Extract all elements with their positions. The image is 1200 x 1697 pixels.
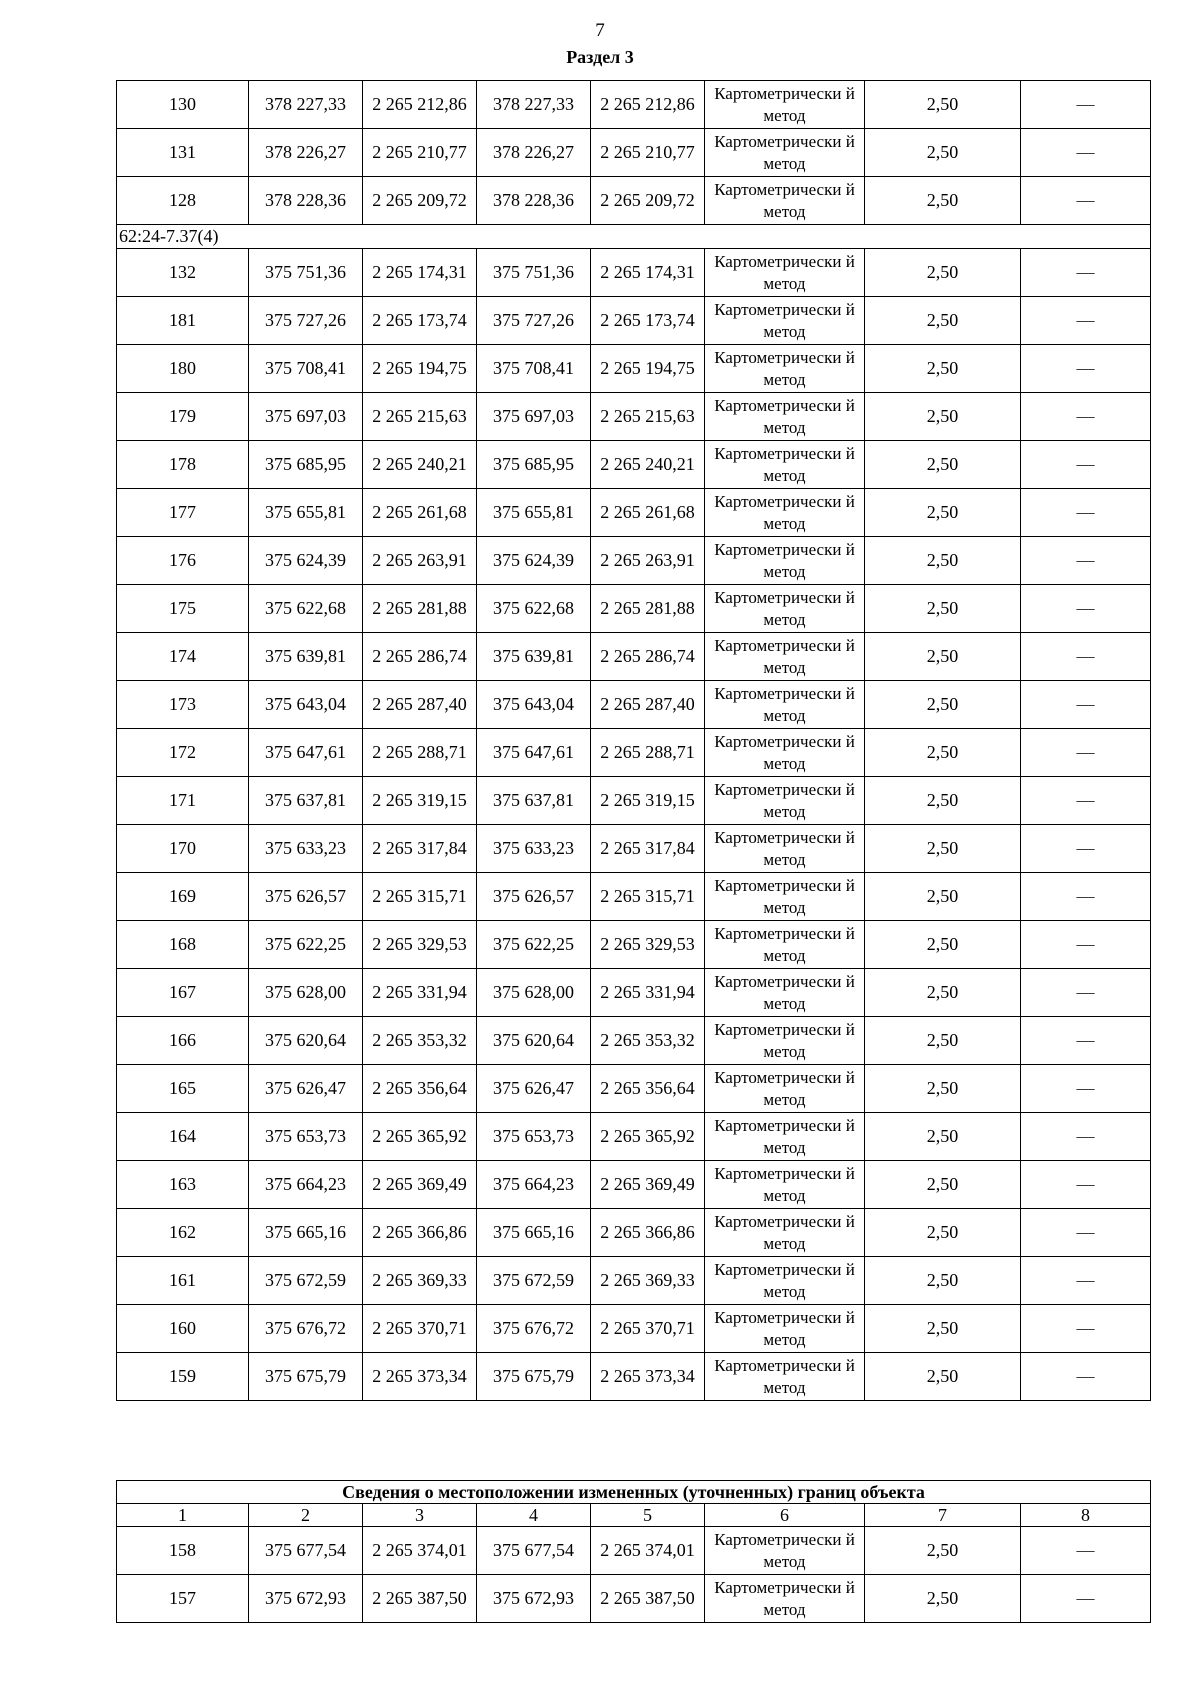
accuracy-cell: 2,50 [865, 585, 1021, 633]
note-cell: — [1021, 1209, 1151, 1257]
x-coordinate: 375 727,26 [249, 297, 363, 345]
x-coordinate-new: 375 676,72 [477, 1305, 591, 1353]
y-coordinate-new: 2 265 366,86 [591, 1209, 705, 1257]
x-coordinate: 375 633,23 [249, 825, 363, 873]
table-row [117, 1209, 1151, 1257]
section-title: Раздел 3 [566, 47, 634, 67]
y-coordinate-new: 2 265 317,84 [591, 825, 705, 873]
note-cell: — [1021, 345, 1151, 393]
table-row [117, 393, 1151, 441]
note-cell: — [1021, 921, 1151, 969]
note-cell: — [1021, 1575, 1151, 1623]
point-number: 131 [117, 129, 249, 177]
x-coordinate-new: 375 653,73 [477, 1113, 591, 1161]
y-coordinate: 2 265 319,15 [363, 777, 477, 825]
method-cell: Картометрически й метод [705, 345, 865, 393]
x-coordinate: 375 639,81 [249, 633, 363, 681]
note-cell: — [1021, 825, 1151, 873]
x-coordinate-new: 378 228,36 [477, 177, 591, 225]
note-cell: — [1021, 1257, 1151, 1305]
x-coordinate: 375 637,81 [249, 777, 363, 825]
method-cell: Картометрически й метод [705, 129, 865, 177]
y-coordinate: 2 265 356,64 [363, 1065, 477, 1113]
note-cell: — [1021, 1113, 1151, 1161]
table-caption: Сведения о местоположении измененных (уточненных) границ объекта [117, 1481, 1151, 1504]
y-coordinate-new: 2 265 374,01 [591, 1527, 705, 1575]
point-number: 173 [117, 681, 249, 729]
x-coordinate: 375 685,95 [249, 441, 363, 489]
x-coordinate: 378 227,33 [249, 81, 363, 129]
y-coordinate-new: 2 265 288,71 [591, 729, 705, 777]
point-number: 166 [117, 1017, 249, 1065]
accuracy-cell: 2,50 [865, 1353, 1021, 1401]
note-cell: — [1021, 489, 1151, 537]
method-cell: Картометрически й метод [705, 1527, 865, 1575]
y-coordinate-new: 2 265 210,77 [591, 129, 705, 177]
accuracy-cell: 2,50 [865, 1209, 1021, 1257]
y-coordinate: 2 265 288,71 [363, 729, 477, 777]
x-coordinate: 375 626,47 [249, 1065, 363, 1113]
y-coordinate: 2 265 212,86 [363, 81, 477, 129]
point-number: 162 [117, 1209, 249, 1257]
accuracy-cell: 2,50 [865, 921, 1021, 969]
column-number: 4 [477, 1504, 591, 1527]
method-cell: Картометрически й метод [705, 873, 865, 921]
x-coordinate-new: 375 624,39 [477, 537, 591, 585]
accuracy-cell: 2,50 [865, 825, 1021, 873]
column-number: 7 [865, 1504, 1021, 1527]
method-cell: Картометрически й метод [705, 1065, 865, 1113]
point-number: 164 [117, 1113, 249, 1161]
x-coordinate: 375 672,59 [249, 1257, 363, 1305]
table-row [117, 1353, 1151, 1401]
y-coordinate-new: 2 265 373,34 [591, 1353, 705, 1401]
column-number: 3 [363, 1504, 477, 1527]
method-cell: Картометрически й метод [705, 1305, 865, 1353]
accuracy-cell: 2,50 [865, 777, 1021, 825]
note-cell: — [1021, 681, 1151, 729]
table-row [117, 1305, 1151, 1353]
note-cell: — [1021, 633, 1151, 681]
method-cell: Картометрически й метод [705, 1257, 865, 1305]
note-cell: — [1021, 585, 1151, 633]
table-row [117, 1017, 1151, 1065]
y-coordinate-new: 2 265 387,50 [591, 1575, 705, 1623]
column-number: 2 [249, 1504, 363, 1527]
x-coordinate: 375 622,25 [249, 921, 363, 969]
x-coordinate: 375 620,64 [249, 1017, 363, 1065]
x-coordinate: 375 677,54 [249, 1527, 363, 1575]
x-coordinate: 375 626,57 [249, 873, 363, 921]
x-coordinate: 375 628,00 [249, 969, 363, 1017]
accuracy-cell: 2,50 [865, 489, 1021, 537]
method-cell: Картометрически й метод [705, 777, 865, 825]
y-coordinate: 2 265 281,88 [363, 585, 477, 633]
point-number: 180 [117, 345, 249, 393]
y-coordinate: 2 265 331,94 [363, 969, 477, 1017]
x-coordinate: 375 622,68 [249, 585, 363, 633]
point-number: 163 [117, 1161, 249, 1209]
note-cell: — [1021, 1527, 1151, 1575]
method-cell: Картометрически й метод [705, 1575, 865, 1623]
y-coordinate-new: 2 265 261,68 [591, 489, 705, 537]
x-coordinate-new: 375 677,54 [477, 1527, 591, 1575]
method-cell: Картометрически й метод [705, 1209, 865, 1257]
point-number: 132 [117, 249, 249, 297]
note-cell: — [1021, 969, 1151, 1017]
column-numbers-row [117, 1504, 1151, 1527]
method-cell: Картометрически й метод [705, 681, 865, 729]
y-coordinate: 2 265 286,74 [363, 633, 477, 681]
point-number: 160 [117, 1305, 249, 1353]
coordinates-table [116, 80, 1151, 1401]
point-number: 170 [117, 825, 249, 873]
point-number: 172 [117, 729, 249, 777]
x-coordinate-new: 375 727,26 [477, 297, 591, 345]
method-cell: Картометрически й метод [705, 633, 865, 681]
x-coordinate: 375 624,39 [249, 537, 363, 585]
accuracy-cell: 2,50 [865, 681, 1021, 729]
column-number: 1 [117, 1504, 249, 1527]
accuracy-cell: 2,50 [865, 1305, 1021, 1353]
accuracy-cell: 2,50 [865, 1575, 1021, 1623]
accuracy-cell: 2,50 [865, 297, 1021, 345]
x-coordinate-new: 375 622,25 [477, 921, 591, 969]
accuracy-cell: 2,50 [865, 1257, 1021, 1305]
point-number: 130 [117, 81, 249, 129]
note-cell: — [1021, 1305, 1151, 1353]
point-number: 158 [117, 1527, 249, 1575]
table-row [117, 921, 1151, 969]
y-coordinate: 2 265 353,32 [363, 1017, 477, 1065]
y-coordinate-new: 2 265 286,74 [591, 633, 705, 681]
note-cell: — [1021, 129, 1151, 177]
note-cell: — [1021, 537, 1151, 585]
y-coordinate: 2 265 329,53 [363, 921, 477, 969]
y-coordinate-new: 2 265 365,92 [591, 1113, 705, 1161]
point-number: 178 [117, 441, 249, 489]
note-cell: — [1021, 393, 1151, 441]
note-cell: — [1021, 777, 1151, 825]
point-number: 181 [117, 297, 249, 345]
note-cell: — [1021, 441, 1151, 489]
column-number: 8 [1021, 1504, 1151, 1527]
y-coordinate: 2 265 210,77 [363, 129, 477, 177]
x-coordinate-new: 375 633,23 [477, 825, 591, 873]
x-coordinate: 375 647,61 [249, 729, 363, 777]
y-coordinate: 2 265 240,21 [363, 441, 477, 489]
table-row [117, 177, 1151, 225]
page-number: 7 [595, 20, 605, 41]
column-number: 6 [705, 1504, 865, 1527]
y-coordinate: 2 265 365,92 [363, 1113, 477, 1161]
accuracy-cell: 2,50 [865, 1017, 1021, 1065]
method-cell: Картометрически й метод [705, 1353, 865, 1401]
table-row [117, 1527, 1151, 1575]
y-coordinate-new: 2 265 287,40 [591, 681, 705, 729]
accuracy-cell: 2,50 [865, 1113, 1021, 1161]
method-cell: Картометрически й метод [705, 1161, 865, 1209]
method-cell: Картометрически й метод [705, 729, 865, 777]
note-cell: — [1021, 1161, 1151, 1209]
y-coordinate: 2 265 369,49 [363, 1161, 477, 1209]
x-coordinate-new: 375 643,04 [477, 681, 591, 729]
accuracy-cell: 2,50 [865, 1065, 1021, 1113]
point-number: 171 [117, 777, 249, 825]
point-number: 175 [117, 585, 249, 633]
x-coordinate-new: 375 675,79 [477, 1353, 591, 1401]
x-coordinate: 375 751,36 [249, 249, 363, 297]
accuracy-cell: 2,50 [865, 1527, 1021, 1575]
accuracy-cell: 2,50 [865, 729, 1021, 777]
point-number: 174 [117, 633, 249, 681]
y-coordinate: 2 265 215,63 [363, 393, 477, 441]
method-cell: Картометрически й метод [705, 1113, 865, 1161]
point-number: 168 [117, 921, 249, 969]
accuracy-cell: 2,50 [865, 1161, 1021, 1209]
x-coordinate-new: 375 685,95 [477, 441, 591, 489]
x-coordinate-new: 375 655,81 [477, 489, 591, 537]
table-caption-row [117, 1481, 1151, 1504]
x-coordinate-new: 375 751,36 [477, 249, 591, 297]
accuracy-cell: 2,50 [865, 393, 1021, 441]
y-coordinate-new: 2 265 369,33 [591, 1257, 705, 1305]
x-coordinate-new: 375 672,93 [477, 1575, 591, 1623]
y-coordinate: 2 265 369,33 [363, 1257, 477, 1305]
y-coordinate: 2 265 174,31 [363, 249, 477, 297]
x-coordinate: 375 675,79 [249, 1353, 363, 1401]
x-coordinate: 375 672,93 [249, 1575, 363, 1623]
y-coordinate: 2 265 366,86 [363, 1209, 477, 1257]
y-coordinate-new: 2 265 353,32 [591, 1017, 705, 1065]
y-coordinate: 2 265 370,71 [363, 1305, 477, 1353]
x-coordinate-new: 375 647,61 [477, 729, 591, 777]
column-number: 5 [591, 1504, 705, 1527]
method-cell: Картометрически й метод [705, 249, 865, 297]
accuracy-cell: 2,50 [865, 873, 1021, 921]
x-coordinate-new: 375 628,00 [477, 969, 591, 1017]
point-number: 169 [117, 873, 249, 921]
note-cell: — [1021, 177, 1151, 225]
accuracy-cell: 2,50 [865, 129, 1021, 177]
point-number: 159 [117, 1353, 249, 1401]
x-coordinate-new: 375 622,68 [477, 585, 591, 633]
note-cell: — [1021, 1065, 1151, 1113]
accuracy-cell: 2,50 [865, 249, 1021, 297]
table-row [117, 729, 1151, 777]
note-cell: — [1021, 249, 1151, 297]
group-label: 62:24-7.37(4) [117, 225, 1151, 249]
method-cell: Картометрически й метод [705, 1017, 865, 1065]
accuracy-cell: 2,50 [865, 345, 1021, 393]
method-cell: Картометрически й метод [705, 441, 865, 489]
y-coordinate-new: 2 265 240,21 [591, 441, 705, 489]
y-coordinate-new: 2 265 370,71 [591, 1305, 705, 1353]
table-row [117, 873, 1151, 921]
y-coordinate: 2 265 173,74 [363, 297, 477, 345]
y-coordinate: 2 265 194,75 [363, 345, 477, 393]
x-coordinate-new: 378 227,33 [477, 81, 591, 129]
point-number: 165 [117, 1065, 249, 1113]
method-cell: Картометрически й метод [705, 297, 865, 345]
x-coordinate-new: 375 637,81 [477, 777, 591, 825]
note-cell: — [1021, 1017, 1151, 1065]
accuracy-cell: 2,50 [865, 177, 1021, 225]
note-cell: — [1021, 729, 1151, 777]
x-coordinate-new: 375 665,16 [477, 1209, 591, 1257]
y-coordinate-new: 2 265 174,31 [591, 249, 705, 297]
x-coordinate: 375 676,72 [249, 1305, 363, 1353]
x-coordinate: 375 655,81 [249, 489, 363, 537]
accuracy-cell: 2,50 [865, 969, 1021, 1017]
note-cell: — [1021, 873, 1151, 921]
y-coordinate: 2 265 387,50 [363, 1575, 477, 1623]
x-coordinate: 375 665,16 [249, 1209, 363, 1257]
table-row [117, 537, 1151, 585]
y-coordinate-new: 2 265 369,49 [591, 1161, 705, 1209]
x-coordinate: 375 664,23 [249, 1161, 363, 1209]
table-row [117, 297, 1151, 345]
x-coordinate: 378 228,36 [249, 177, 363, 225]
point-number: 176 [117, 537, 249, 585]
table-row [117, 1161, 1151, 1209]
accuracy-cell: 2,50 [865, 81, 1021, 129]
table-row [117, 441, 1151, 489]
table-row [117, 345, 1151, 393]
y-coordinate: 2 265 315,71 [363, 873, 477, 921]
table-row [117, 633, 1151, 681]
x-coordinate: 375 708,41 [249, 345, 363, 393]
table-row [117, 1113, 1151, 1161]
group-row [117, 225, 1151, 249]
method-cell: Картометрически й метод [705, 537, 865, 585]
accuracy-cell: 2,50 [865, 441, 1021, 489]
table-row [117, 681, 1151, 729]
table-row [117, 777, 1151, 825]
table-row [117, 129, 1151, 177]
y-coordinate: 2 265 209,72 [363, 177, 477, 225]
point-number: 161 [117, 1257, 249, 1305]
y-coordinate-new: 2 265 209,72 [591, 177, 705, 225]
x-coordinate-new: 375 620,64 [477, 1017, 591, 1065]
method-cell: Картометрически й метод [705, 393, 865, 441]
y-coordinate: 2 265 263,91 [363, 537, 477, 585]
y-coordinate: 2 265 317,84 [363, 825, 477, 873]
x-coordinate: 378 226,27 [249, 129, 363, 177]
y-coordinate-new: 2 265 263,91 [591, 537, 705, 585]
point-number: 177 [117, 489, 249, 537]
method-cell: Картометрически й метод [705, 921, 865, 969]
y-coordinate: 2 265 374,01 [363, 1527, 477, 1575]
point-number: 179 [117, 393, 249, 441]
table-row [117, 1257, 1151, 1305]
method-cell: Картометрически й метод [705, 969, 865, 1017]
table-row [117, 585, 1151, 633]
y-coordinate: 2 265 261,68 [363, 489, 477, 537]
x-coordinate-new: 378 226,27 [477, 129, 591, 177]
accuracy-cell: 2,50 [865, 633, 1021, 681]
y-coordinate-new: 2 265 215,63 [591, 393, 705, 441]
method-cell: Картометрически й метод [705, 81, 865, 129]
y-coordinate-new: 2 265 329,53 [591, 921, 705, 969]
note-cell: — [1021, 297, 1151, 345]
point-number: 167 [117, 969, 249, 1017]
x-coordinate-new: 375 672,59 [477, 1257, 591, 1305]
table-row [117, 1575, 1151, 1623]
note-cell: — [1021, 81, 1151, 129]
x-coordinate-new: 375 626,47 [477, 1065, 591, 1113]
y-coordinate: 2 265 287,40 [363, 681, 477, 729]
changed-boundaries-table [116, 1480, 1151, 1623]
y-coordinate-new: 2 265 212,86 [591, 81, 705, 129]
table-row [117, 489, 1151, 537]
y-coordinate-new: 2 265 315,71 [591, 873, 705, 921]
y-coordinate-new: 2 265 319,15 [591, 777, 705, 825]
x-coordinate: 375 697,03 [249, 393, 363, 441]
table-row [117, 969, 1151, 1017]
method-cell: Картометрически й метод [705, 489, 865, 537]
method-cell: Картометрически й метод [705, 585, 865, 633]
point-number: 157 [117, 1575, 249, 1623]
x-coordinate: 375 653,73 [249, 1113, 363, 1161]
y-coordinate-new: 2 265 194,75 [591, 345, 705, 393]
method-cell: Картометрически й метод [705, 177, 865, 225]
x-coordinate-new: 375 697,03 [477, 393, 591, 441]
x-coordinate-new: 375 639,81 [477, 633, 591, 681]
y-coordinate-new: 2 265 356,64 [591, 1065, 705, 1113]
x-coordinate-new: 375 626,57 [477, 873, 591, 921]
y-coordinate: 2 265 373,34 [363, 1353, 477, 1401]
y-coordinate-new: 2 265 173,74 [591, 297, 705, 345]
method-cell: Картометрически й метод [705, 825, 865, 873]
x-coordinate: 375 643,04 [249, 681, 363, 729]
table-row [117, 825, 1151, 873]
x-coordinate-new: 375 664,23 [477, 1161, 591, 1209]
note-cell: — [1021, 1353, 1151, 1401]
table-row [117, 81, 1151, 129]
y-coordinate-new: 2 265 281,88 [591, 585, 705, 633]
point-number: 128 [117, 177, 249, 225]
x-coordinate-new: 375 708,41 [477, 345, 591, 393]
accuracy-cell: 2,50 [865, 537, 1021, 585]
y-coordinate-new: 2 265 331,94 [591, 969, 705, 1017]
table-row [117, 249, 1151, 297]
table-row [117, 1065, 1151, 1113]
